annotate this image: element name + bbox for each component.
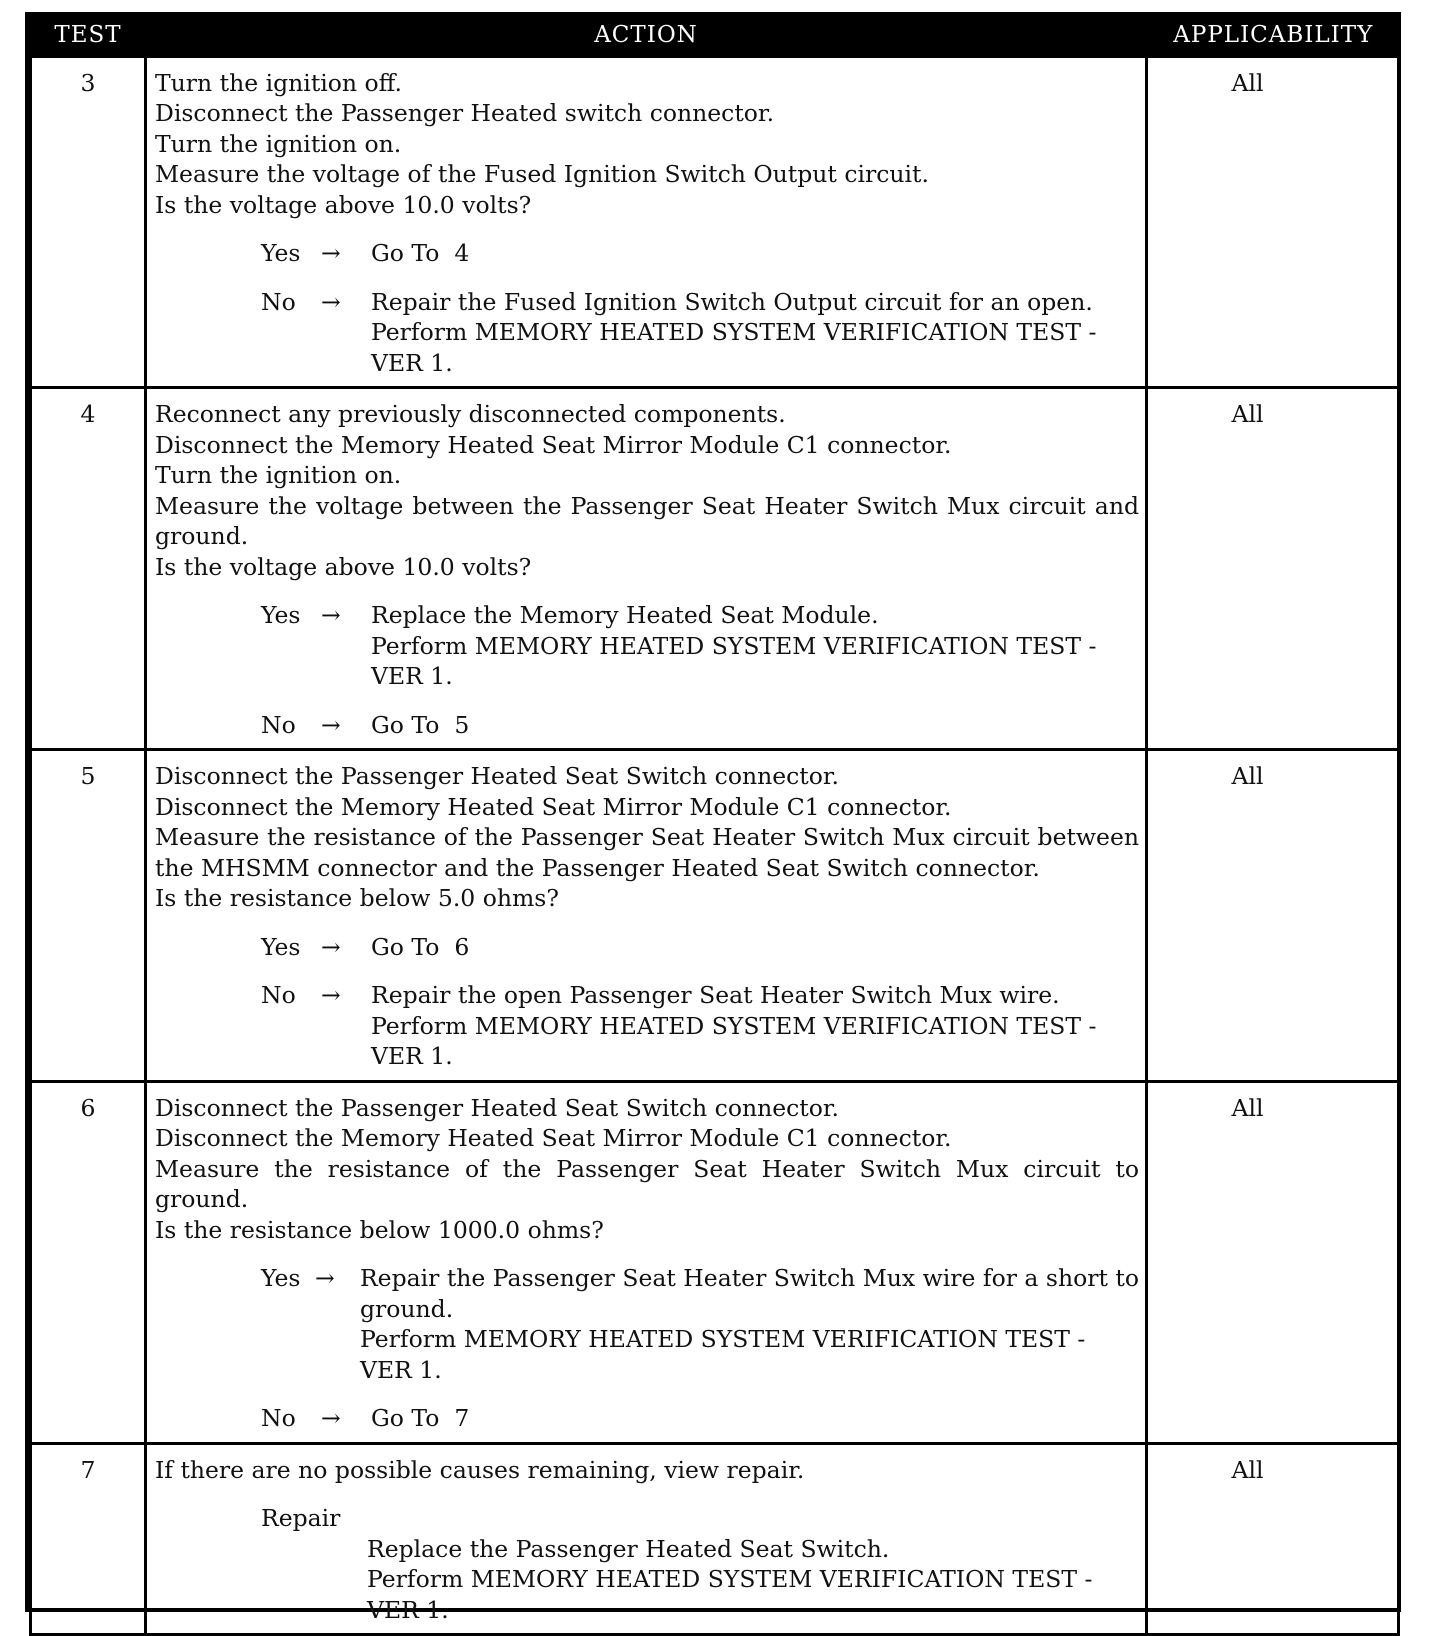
table-row [31,750,1399,1082]
step-text: Measure the resistance of the Passenger Seat Heater Switch Mux circuit to ground. [155,1154,1139,1213]
table-header-row [31,16,1399,56]
table-row [31,56,1399,388]
action-cell [146,750,1147,1082]
step-text: Reconnect any previously disconnected components. [155,400,786,428]
step-text: Measure the resistance of the Passenger Seat Heater Switch Mux circuit between the MHSMM connector and the Passenger Heated Seat Switch connector. [155,823,1139,882]
applicability-value: All [1147,1081,1399,1443]
no-label: No [261,981,296,1009]
yes-label: Yes [261,239,301,267]
outcome-result [360,1263,1139,1385]
yes-outcome [261,238,1139,269]
result-line: Repair the open Passenger Seat Heater Switch Mux wire. [371,981,1060,1009]
header-test: TEST [31,16,146,56]
step-text: Disconnect the Memory Heated Seat Mirror Module C1 connector. [155,430,952,459]
yes-outcome [261,1263,1139,1385]
outcome-result [371,600,1139,692]
table-row [31,388,1399,750]
right-arrow-icon: → [321,1404,341,1432]
step-text: Disconnect the Passenger Heated Seat Switch connector. [155,762,840,790]
right-arrow-icon: → [321,981,341,1009]
outcome-result [371,287,1139,379]
step-text: Measure the voltage of the Fused Ignition Switch Output circuit. [155,160,929,188]
yes-label: Yes [261,1264,301,1292]
goto-link[interactable]: Go To 7 [371,1404,470,1432]
step-text: Disconnect the Memory Heated Seat Mirror Module C1 connector. [155,792,952,821]
test-number: 5 [31,750,146,1082]
result-line: Perform MEMORY HEATED SYSTEM VERIFICATION TEST - [371,318,1097,346]
step-text: If there are no possible causes remaining, view repair. [155,1455,805,1484]
result-line: Perform MEMORY HEATED SYSTEM VERIFICATION TEST - [371,1011,1097,1040]
yes-label: Yes [261,932,301,961]
no-outcome [261,980,1139,1072]
test-number: 3 [31,56,146,388]
result-line: Perform MEMORY HEATED SYSTEM VERIFICATION TEST - [359,1325,1086,1353]
right-arrow-icon: → [321,932,341,961]
header-action: ACTION [146,16,1147,56]
step-text: Turn the ignition on. [155,461,402,489]
result-line: Repair the Fused Ignition Switch Output circuit for an open. [371,287,1093,316]
applicability-value: All [1147,750,1399,1082]
result-line: Repair the Passenger Seat Heater Switch Mux wire for a short to [359,1264,1139,1292]
no-outcome [261,710,1139,741]
no-label: No [261,287,296,316]
table-row [31,1443,1399,1635]
test-number: 4 [31,388,146,750]
diagnostic-table [29,16,1400,1636]
step-text: Is the voltage above 10.0 volts? [155,190,532,219]
right-arrow-icon: → [321,239,341,267]
no-label: No [261,710,296,739]
goto-link[interactable]: Go To 4 [371,239,470,267]
repair-line: Perform MEMORY HEATED SYSTEM VERIFICATION TEST - [367,1565,1093,1593]
outcome-result [371,932,1139,963]
right-arrow-icon: → [321,710,341,739]
result-line: VER 1. [359,1355,442,1384]
result-line: ground. [359,1294,454,1323]
outcome-result [371,980,1139,1072]
outcome-result [371,238,1139,269]
right-arrow-icon: → [321,287,341,316]
action-cell [146,56,1147,388]
repair-line: VER 1. [367,1595,449,1624]
goto-link[interactable]: Go To 5 [371,710,470,739]
step-text: Is the resistance below 1000.0 ohms? [155,1215,604,1244]
action-cell [146,388,1147,750]
result-line: VER 1. [371,1042,453,1070]
right-arrow-icon: → [321,601,341,629]
repair-label: Repair [261,1504,341,1532]
header-applicability: APPLICABILITY [1147,16,1399,56]
step-text: Is the resistance below 5.0 ohms? [155,884,559,912]
result-line: VER 1. [371,662,453,690]
result-line: Perform MEMORY HEATED SYSTEM VERIFICATION TEST - [371,631,1097,660]
no-outcome [261,287,1139,379]
applicability-value: All [1147,56,1399,388]
right-arrow-icon: → [314,1264,335,1292]
outcome-result [371,710,1139,741]
yes-outcome [261,600,1139,692]
result-line: Replace the Memory Heated Seat Module. [371,601,879,629]
step-text: Disconnect the Memory Heated Seat Mirror Module C1 connector. [155,1124,952,1152]
applicability-value: All [1147,388,1399,750]
goto-link[interactable]: Go To 6 [371,932,470,961]
step-text: Is the voltage above 10.0 volts? [155,552,532,581]
step-text: Disconnect the Passenger Heated Seat Switch connector. [155,1093,840,1122]
test-number: 7 [31,1443,146,1635]
step-text: Disconnect the Passenger Heated switch connector. [155,99,775,127]
step-text: Turn the ignition on. [155,129,402,158]
test-number: 6 [31,1081,146,1443]
outcome-result [371,1403,1139,1434]
action-cell [146,1443,1147,1635]
repair-line: Replace the Passenger Heated Seat Switch. [367,1534,890,1563]
yes-outcome [261,932,1139,963]
no-label: No [261,1404,296,1432]
table-row [31,1081,1399,1443]
step-text: Measure the voltage between the Passenger Seat Heater Switch Mux circuit and ground. [155,491,1139,550]
result-line: VER 1. [371,348,453,377]
no-outcome [261,1403,1139,1434]
applicability-value: All [1147,1443,1399,1635]
yes-label: Yes [261,601,301,629]
step-text: Turn the ignition off. [155,68,403,97]
action-cell [146,1081,1147,1443]
diagnostic-table-sheet [25,12,1401,1624]
